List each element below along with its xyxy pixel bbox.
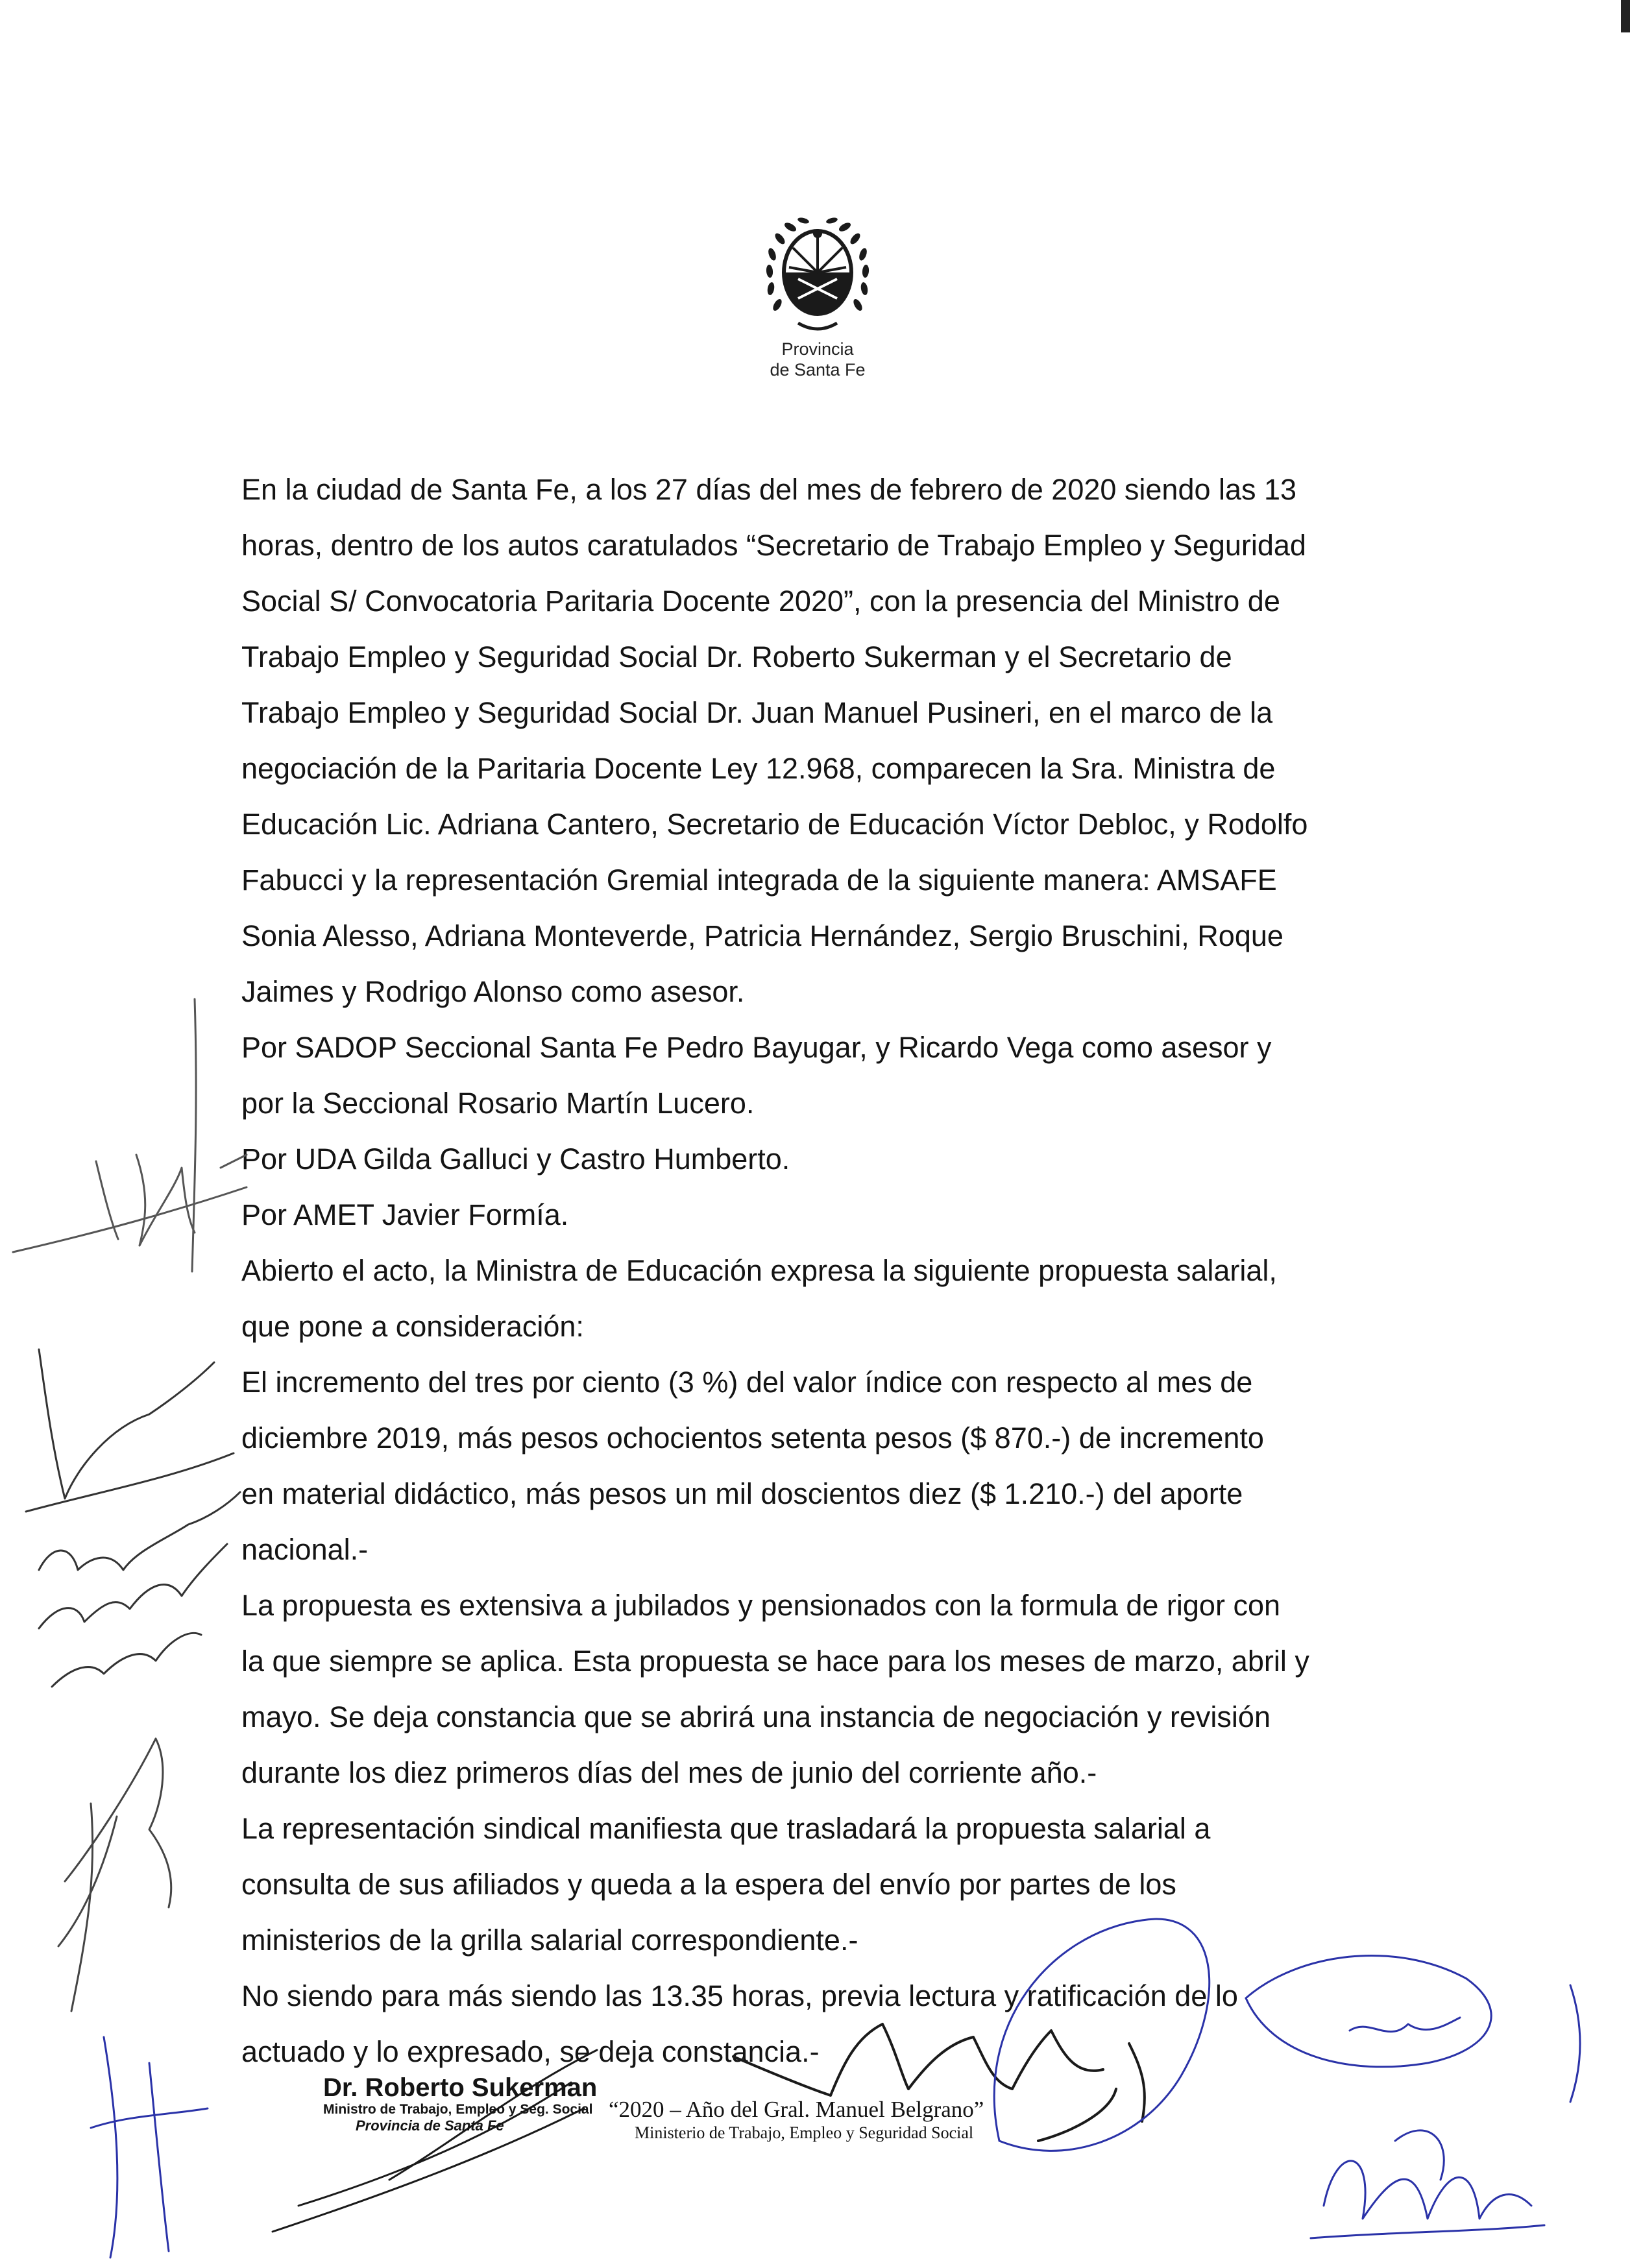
union-line: ministerios de la grilla salarial correspondiente.-	[241, 1924, 858, 1957]
amet-line: Por AMET Javier Formía.	[241, 1198, 569, 1231]
acta-body	[241, 462, 1424, 2080]
stamp-role: Ministro de Trabajo, Empleo y Seg. Social	[323, 2102, 593, 2117]
extension-line: La propuesta es extensiva a jubilados y pensionados con la formula de rigor con	[241, 1589, 1280, 1622]
stamp-name: Dr. Roberto Sukerman	[323, 2073, 598, 2102]
handwritten-margin-note	[26, 1349, 240, 1687]
sadop-line: Por SADOP Seccional Santa Fe Pedro Bayugar, y Ricardo Vega como asesor y	[241, 1031, 1272, 1064]
body-line: Social S/ Convocatoria Paritaria Docente 2020”, con la presencia del Ministro de	[241, 585, 1280, 618]
margin-signature-upper	[13, 999, 247, 1272]
blue-signature-bottom-right	[1311, 2130, 1544, 2238]
body-line: Sonia Alesso, Adriana Monteverde, Patricia Hernández, Sergio Bruschini, Roque	[241, 919, 1283, 952]
union-line: consulta de sus afiliados y queda a la espera del envío por partes de los	[241, 1868, 1176, 1901]
body-line: Educación Lic. Adriana Cantero, Secretario de Educación Víctor Debloc, y Rodolfo	[241, 808, 1308, 841]
extension-line: mayo. Se deja constancia que se abrirá una instancia de negociación y revisión	[241, 1700, 1271, 1733]
scan-edge-mark	[1621, 0, 1630, 32]
minister-stamp	[323, 2073, 609, 2134]
crest-caption-line: Provincia	[781, 339, 854, 359]
stamp-province: Provincia de Santa Fe	[356, 2117, 504, 2134]
crest-caption-line: de Santa Fe	[770, 360, 866, 380]
santa-fe-crest-icon	[753, 208, 882, 337]
footer-motto	[609, 2097, 1063, 2143]
crest-caption	[714, 339, 921, 380]
body-line: Fabucci y la representación Gremial integrada de la siguiente manera: AMSAFE	[241, 863, 1277, 897]
opening-line: que pone a consideración:	[241, 1310, 584, 1343]
body-line: En la ciudad de Santa Fe, a los 27 días del mes de febrero de 2020 siendo las 13	[241, 473, 1297, 506]
uda-line: Por UDA Gilda Galluci y Castro Humberto.	[241, 1142, 790, 1176]
increment-line: en material didáctico, más pesos un mil doscientos diez ($ 1.210.-) del aporte	[241, 1477, 1243, 1510]
extension-line: la que siempre se aplica. Esta propuesta se hace para los meses de marzo, abril y	[241, 1645, 1309, 1678]
body-line: Trabajo Empleo y Seguridad Social Dr. Roberto Sukerman y el Secretario de	[241, 640, 1232, 673]
ministry-name: Ministerio de Trabajo, Empleo y Seguridad Social	[635, 2123, 974, 2142]
union-line: La representación sindical manifiesta que trasladará la propuesta salarial a	[241, 1812, 1211, 1845]
body-line: negociación de la Paritaria Docente Ley 12.968, comparecen la Sra. Ministra de	[241, 752, 1276, 785]
body-line: Jaimes y Rodrigo Alonso como asesor.	[241, 975, 745, 1008]
sadop-line: por la Seccional Rosario Martín Lucero.	[241, 1087, 755, 1120]
body-line: Trabajo Empleo y Seguridad Social Dr. Juan Manuel Pusineri, en el marco de la	[241, 696, 1273, 729]
margin-signature-long	[58, 1739, 171, 2011]
closing-line: actuado y lo expresado, se deja constancia.-	[241, 2035, 820, 2068]
increment-line: nacional.-	[241, 1533, 369, 1566]
extension-line: durante los diez primeros días del mes de junio del corriente año.-	[241, 1756, 1097, 1789]
increment-line: El incremento del tres por ciento (3 %) del valor índice con respecto al mes de	[241, 1366, 1253, 1399]
increment-line: diciembre 2019, más pesos ochocientos setenta pesos ($ 870.-) de incremento	[241, 1421, 1264, 1454]
closing-line: No siendo para más siendo las 13.35 horas, previa lectura y ratificación de lo	[241, 1979, 1238, 2012]
year-motto: “2020 – Año del Gral. Manuel Belgrano”	[609, 2097, 984, 2122]
body-line: horas, dentro de los autos caratulados “Secretario de Trabajo Empleo y Seguridad	[241, 529, 1306, 562]
margin-signature-lower	[91, 2037, 208, 2258]
opening-line: Abierto el acto, la Ministra de Educación expresa la siguiente propuesta salarial,	[241, 1254, 1277, 1287]
